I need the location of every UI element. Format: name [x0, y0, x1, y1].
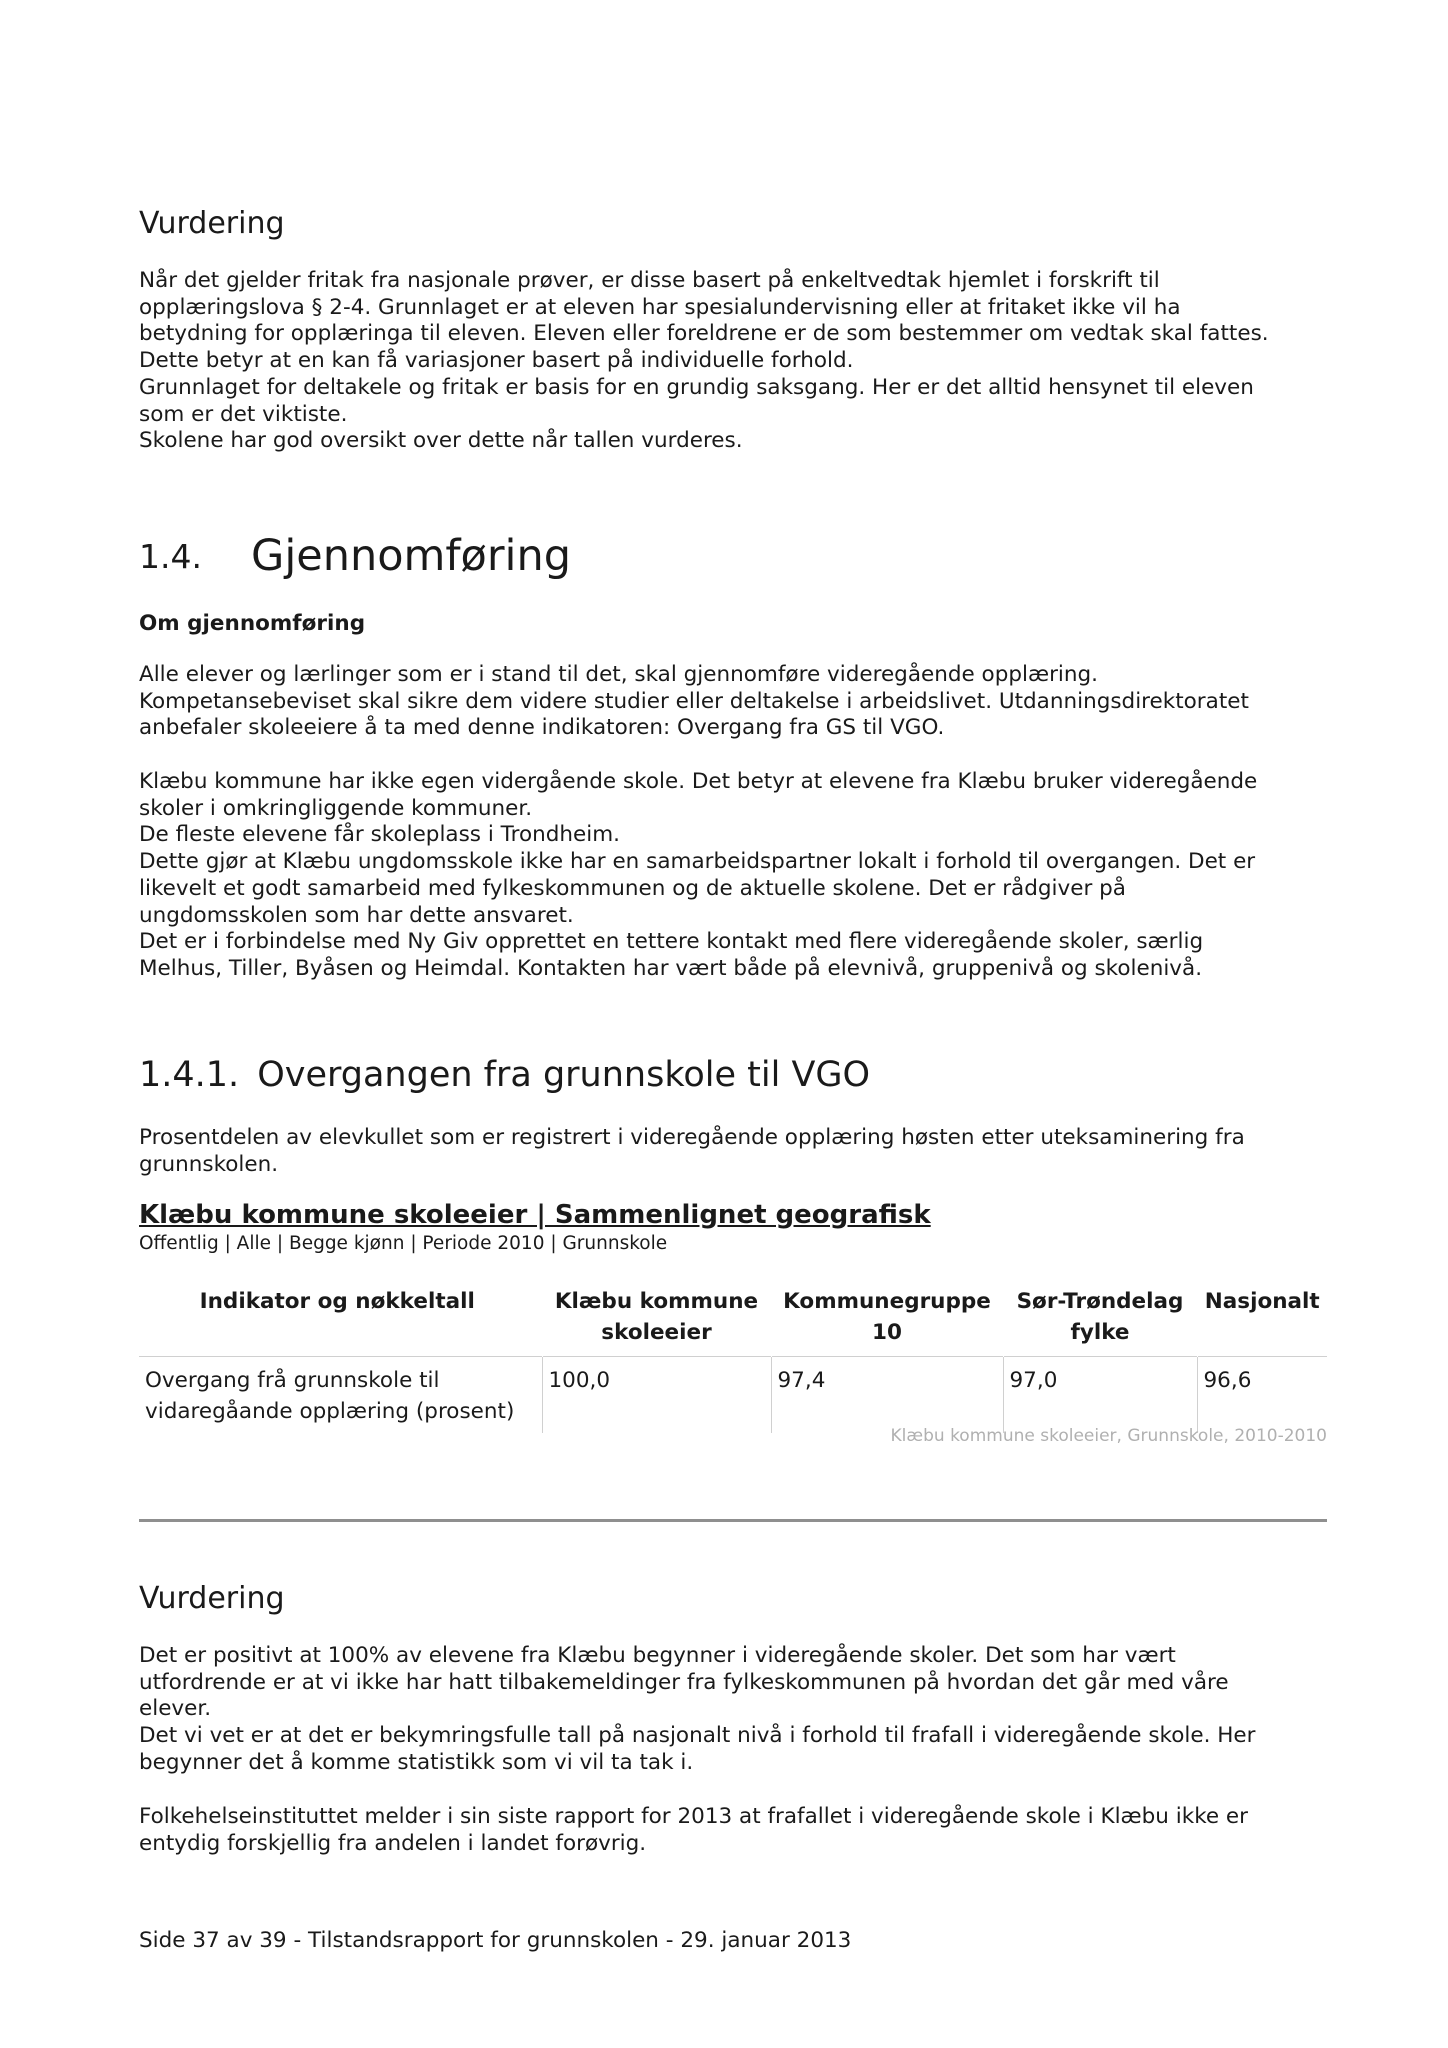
comparison-table [139, 1276, 1327, 1433]
table-header-cell: Klæbu kommune skoleeier [542, 1276, 771, 1357]
section-title: Overgangen fra grunnskole til VGO [257, 1055, 871, 1095]
text-line: Det er positivt at 100% av elevene fra Klæbu begynner i videregående skoler. Det som har vært [139, 1643, 1176, 1668]
text-line: Det er i forbindelse med Ny Giv opprettet en tettere kontakt med flere videregående skoler, særlig [139, 929, 1204, 955]
text-line: entydig forskjellig fra andelen i landet forøvrig. [139, 1830, 647, 1856]
vurdering-paragraph [139, 268, 1269, 455]
table-header-cell: Nasjonalt [1197, 1276, 1327, 1357]
text-line: Skolene har god oversikt over dette når tallen vurderes. [139, 428, 743, 454]
vurdering-heading: Vurdering [139, 1581, 285, 1616]
table-header-cell: Kommunegruppe 10 [771, 1276, 1003, 1357]
table-header-row [139, 1276, 1327, 1357]
section-heading-overgang [139, 1055, 870, 1095]
text-line: skoler i omkringliggende kommuner. [139, 795, 533, 821]
table-row [139, 1357, 1327, 1434]
table-cell: Overgang frå grunnskole til vidaregåande opplæring (prosent) [139, 1357, 542, 1434]
gjennomforing-paragraph-1 [139, 662, 1249, 742]
text-line: elever. [139, 1696, 212, 1722]
section-heading-gjennomforing [139, 531, 571, 581]
vurdering-paragraph-1 [139, 1643, 1256, 1777]
text-line: Dette gjør at Klæbu ungdomsskole ikke har en samarbeidspartner lokalt i forhold til overgangen. Det er [139, 849, 1256, 875]
text-line: Kompetansebeviset skal sikre dem videre studier eller deltakelse i arbeidslivet. Utdanningsdirektoratet [139, 688, 1249, 714]
table-cell: 96,6 [1197, 1357, 1327, 1434]
text-line: opplæringslova § 2-4. Grunnlaget er at eleven har spesialundervisning eller at fritaket ikke vil ha [139, 294, 1181, 320]
table-header-cell: Sør-Trøndelag fylke [1003, 1276, 1197, 1357]
subheading: Om gjennomføring [139, 611, 366, 636]
section-title: Gjennomføring [251, 531, 572, 581]
text-line: Alle elever og lærlinger som er i stand til det, skal gjennomføre videregående opplæring. [139, 662, 1099, 687]
text-line: begynner det å komme statistikk som vi vil ta tak i. [139, 1749, 694, 1775]
vurdering-paragraph-2 [139, 1804, 1248, 1857]
text-line: Melhus, Tiller, Byåsen og Heimdal. Kontakten har vært både på elevnivå, gruppenivå og skolenivå. [139, 955, 1203, 981]
table-cell: 97,4 [771, 1357, 1003, 1434]
text-line: Folkehelseinstituttet melder i sin siste rapport for 2013 at frafallet i videregående skole i Klæbu ikke er [139, 1804, 1249, 1829]
page-footer: Side 37 av 39 - Tilstandsrapport for grunnskolen - 29. januar 2013 [139, 1928, 852, 1953]
text-line: betydning for opplæringa til eleven. Eleven eller foreldrene er de som bestemmer om vedtak skal fattes. [139, 321, 1269, 347]
overgang-intro [139, 1125, 1245, 1178]
table-source: Klæbu kommune skoleeier, Grunnskole, 2010-2010 [890, 1426, 1327, 1446]
text-line: utfordrende er at vi ikke har hatt tilbakemeldinger fra fylkeskommunen på hvordan det går med våre [139, 1669, 1229, 1695]
text-line: ungdomsskolen som har dette ansvaret. [139, 902, 574, 928]
text-line: Klæbu kommune har ikke egen vidergående skole. Det betyr at elevene fra Klæbu bruker videregående [139, 769, 1258, 794]
text-line: Dette betyr at en kan få variasjoner basert på individuelle forhold. [139, 348, 854, 374]
text-line: grunnskolen. [139, 1151, 279, 1177]
section-number: 1.4. [139, 537, 202, 576]
text-line: som er det viktiste. [139, 401, 348, 427]
table-subtitle: Offentlig | Alle | Begge kjønn | Periode 2010 | Grunnskole [139, 1233, 668, 1254]
text-line: anbefaler skoleeiere å ta med denne indikatoren: Overgang fra GS til VGO. [139, 715, 945, 741]
text-line: Når det gjelder fritak fra nasjonale prøver, er disse basert på enkeltvedtak hjemlet i forskrift til [139, 268, 1160, 293]
text-line: De fleste elevene får skoleplass i Trondheim. [139, 822, 621, 848]
text-line: likevelt et godt samarbeid med fylkeskommunen og de aktuelle skolene. Det er rådgiver på [139, 875, 1126, 901]
table-header-cell: Indikator og nøkkeltall [199, 1289, 475, 1314]
text-line: Grunnlaget for deltakele og fritak er basis for en grundig saksgang. Her er det alltid hensynet til eleven [139, 374, 1254, 400]
table-cell: 97,0 [1003, 1357, 1197, 1434]
text-line: Prosentdelen av elevkullet som er registrert i videregående opplæring høsten etter uteksaminering fra [139, 1125, 1245, 1150]
section-number: 1.4.1. [139, 1055, 240, 1095]
text-line: Det vi vet er at det er bekymringsfulle tall på nasjonalt nivå i forhold til frafall i videregående skole. Her [139, 1723, 1256, 1749]
table-title: Klæbu kommune skoleeier | Sammenlignet geografisk [139, 1200, 931, 1230]
table-cell: 100,0 [542, 1357, 771, 1434]
gjennomforing-paragraph-2 [139, 769, 1257, 983]
horizontal-divider [139, 1519, 1327, 1522]
vurdering-heading: Vurdering [139, 206, 285, 241]
